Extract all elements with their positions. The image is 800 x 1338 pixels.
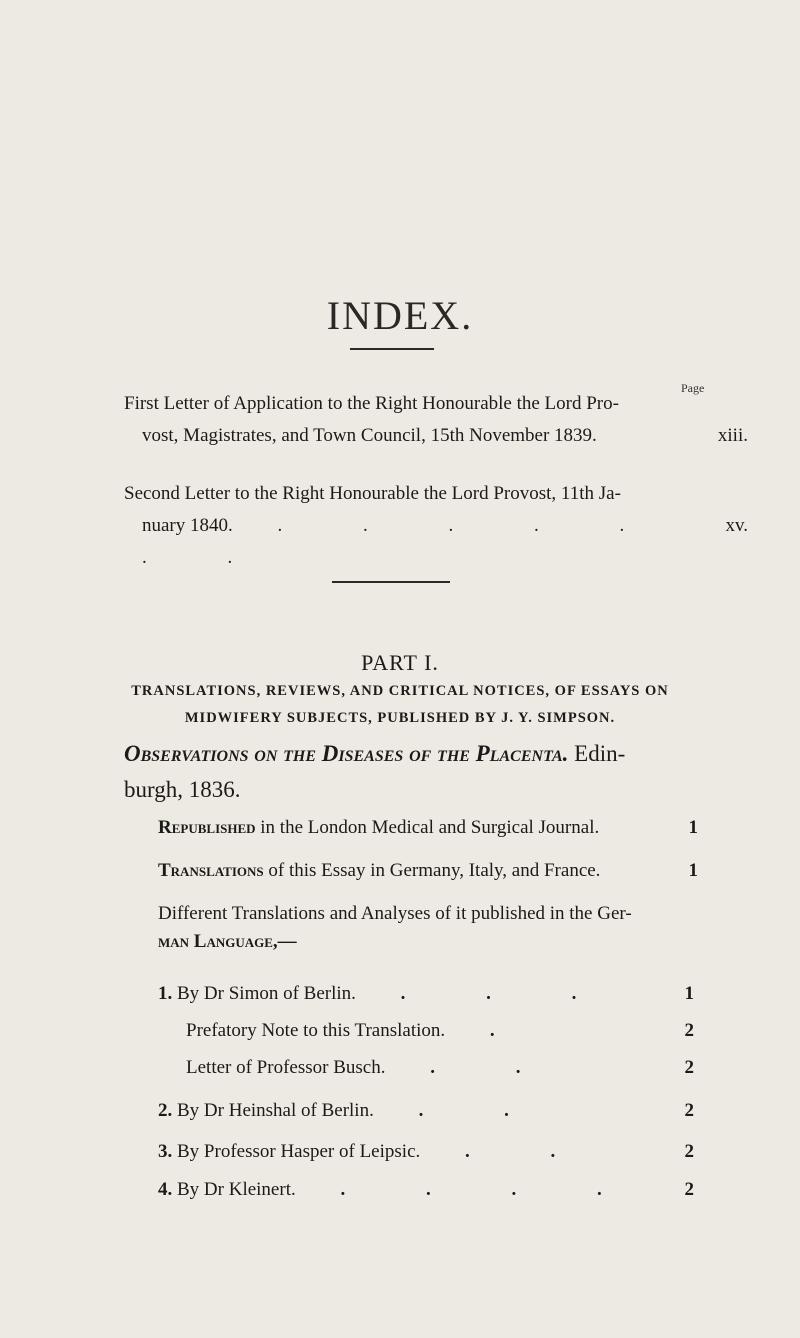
page-number: 1 (688, 860, 698, 881)
entry-lead: Republished (158, 817, 256, 838)
entry-text: in the London Medical and Surgical Journal. (260, 817, 600, 838)
essay-italic-title: Observations on the Diseases of the Placenta. (124, 741, 569, 766)
entry-text: Different Translations and Analyses of it published in the Ger- (158, 903, 632, 924)
sub-entry-text: By Professor Hasper of Leipsic. (177, 1141, 421, 1162)
part-subtitle-line1: TRANSLATIONS, REVIEWS, AND CRITICAL NOTICES, OF ESSAYS ON (131, 683, 669, 699)
essay-place-line1: Edin- (574, 741, 626, 766)
index-entry (158, 817, 698, 839)
page-number: 2 (684, 1100, 694, 1121)
page-column-label: Page (681, 381, 705, 395)
entry-text-line2: man Language,— (158, 931, 297, 952)
page-number: 2 (684, 1057, 694, 1078)
essay-title (124, 736, 625, 808)
dot-leader: . . (418, 1100, 547, 1121)
dot-leader: . . . . . . . (142, 515, 663, 568)
sub-entry (158, 983, 694, 1005)
dot-leader: . . . (400, 983, 615, 1004)
part-heading: PART I. (361, 650, 439, 675)
page-number: 2 (684, 1141, 694, 1162)
sub-entry (158, 1179, 694, 1201)
sub-entry-number: 3. (158, 1141, 173, 1162)
sub-entry (186, 1020, 694, 1042)
page-number: xiii. (717, 425, 748, 446)
sub-entry (158, 1141, 694, 1163)
page-number: 1 (688, 817, 698, 838)
front-matter-entry (124, 478, 748, 574)
dot-leader: . . (465, 1141, 594, 1162)
entry-text-line1: First Letter of Application to the Right Honourable the Lord Pro- (124, 393, 619, 414)
page-number: 1 (684, 983, 694, 1004)
sub-entry-text: By Dr Simon of Berlin. (177, 983, 356, 1004)
section-rule (332, 581, 450, 583)
dot-leader: . . . . (340, 1179, 640, 1200)
dot-leader: . (489, 1020, 533, 1041)
page-title: INDEX. (326, 293, 474, 338)
sub-entry-number: 4. (158, 1179, 173, 1200)
entry-text: of this Essay in Germany, Italy, and France. (268, 860, 601, 881)
entry-lead: Translations (158, 860, 264, 881)
sub-entry (186, 1057, 694, 1079)
index-entry (158, 903, 698, 953)
entry-text-line2: vost, Magistrates, and Town Council, 15th November 1839. (142, 425, 597, 446)
sub-entry-text: By Dr Heinshal of Berlin. (177, 1100, 374, 1121)
sub-entry-number: 2. (158, 1100, 173, 1121)
sub-entry-text: Prefatory Note to this Translation. (186, 1020, 446, 1041)
page-number: 2 (684, 1020, 694, 1041)
sub-entry-text: By Dr Kleinert. (177, 1179, 296, 1200)
front-matter-entry (124, 388, 748, 452)
sub-entry-number: 1. (158, 983, 173, 1004)
index-entry (158, 860, 698, 882)
page-number: xv. (725, 515, 748, 536)
part-subtitle-line2: MIDWIFERY SUBJECTS, PUBLISHED BY J. Y. SIMPSON. (184, 710, 616, 726)
sub-entry (158, 1100, 694, 1122)
page-number: 2 (684, 1179, 694, 1200)
entry-text-line1: Second Letter to the Right Honourable the Lord Provost, 11th Ja- (124, 483, 621, 504)
title-rule (350, 348, 434, 350)
essay-place-line2: burgh, 1836. (124, 777, 241, 802)
entry-text-line2: nuary 1840. (142, 515, 233, 536)
dot-leader: . . (430, 1057, 559, 1078)
sub-entry-text: Letter of Professor Busch. (186, 1057, 386, 1078)
